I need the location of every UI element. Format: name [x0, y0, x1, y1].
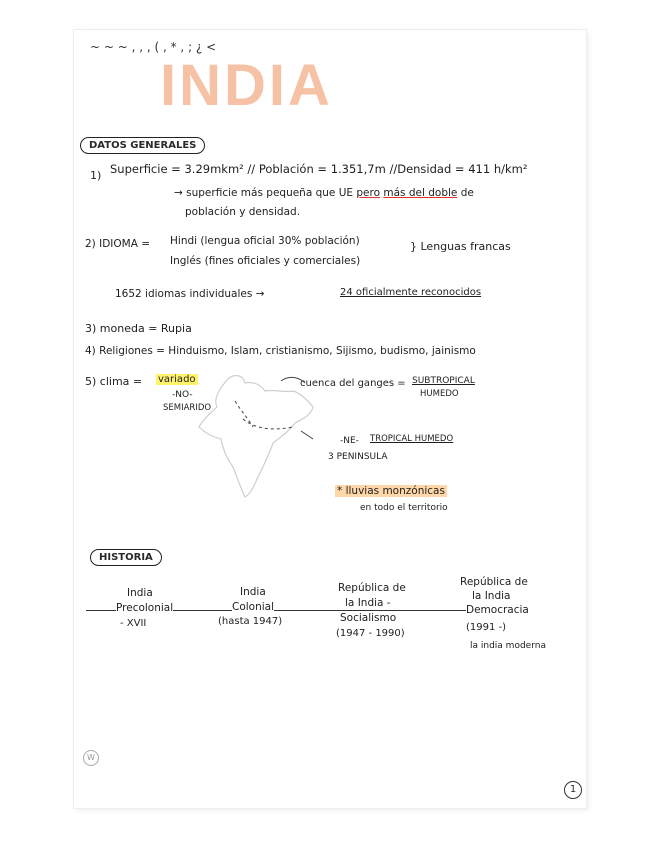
todo-territorio: en todo el territorio: [360, 503, 448, 513]
period-1-line1: India: [127, 587, 153, 599]
section-label-historia: HISTORIA: [90, 549, 162, 566]
item-2-idioma: 2) IDIOMA =: [85, 238, 151, 250]
note-mas: más del doble: [383, 187, 458, 199]
note-de: de: [460, 187, 474, 199]
semiarido-label: SEMIARIDO: [163, 403, 212, 413]
india-map-sketch: [173, 371, 343, 501]
humedo-label: HUMEDO: [420, 389, 459, 399]
item-1-number: 1): [90, 169, 102, 182]
period-4-line3: Democracia: [466, 604, 529, 616]
no-label: -NO-: [172, 390, 193, 400]
lenguas-francas: } Lenguas francas: [410, 240, 511, 253]
clima-variado: variado: [158, 374, 196, 385]
period-3-line4: (1947 - 1990): [336, 628, 405, 639]
section-label-datos-generales: DATOS GENERALES: [80, 137, 205, 154]
note-line-2: población y densidad.: [185, 206, 301, 218]
note-pero: pero: [356, 187, 381, 199]
period-2-line3: (hasta 1947): [218, 616, 283, 627]
top-scribble: ~ ~ ~ , , , ( , * , ; ¿ <: [90, 40, 217, 54]
period-3-line3: Socialismo: [340, 612, 397, 624]
tropical-label: TROPICAL HUMEDO: [370, 434, 454, 444]
period-1-line3: - XVII: [120, 618, 147, 629]
period-4-line1: República de: [460, 576, 528, 588]
idiomas-count: 1652 idiomas individuales →: [115, 288, 265, 300]
bleed-through-text: [455, 122, 458, 132]
period-3-line2: la India -: [345, 597, 391, 609]
item-3-moneda: 3) moneda = Rupia: [85, 322, 192, 335]
idioma-ingles: Inglés (fines oficiales y comerciales): [170, 255, 361, 267]
idiomas-oficiales: 24 oficialmente reconocidos: [340, 287, 482, 298]
item-5-clima: 5) clima =: [85, 375, 143, 388]
peninsula-label: 3 PENINSULA: [328, 452, 388, 462]
period-4-line4: (1991 -): [466, 622, 507, 633]
superficie-line: Superficie = 3.29mkm² // Población = 1.351,7m //Densidad = 411 h/km²: [110, 162, 528, 176]
page-title: INDIA: [160, 53, 333, 118]
superficie-note: [174, 187, 474, 199]
note-prefix: → superficie más pequeña que UE: [174, 187, 354, 199]
period-3-line1: República de: [338, 582, 406, 594]
subtropical-label: SUBTROPICAL: [412, 376, 475, 386]
period-2-line1: India: [240, 586, 266, 598]
lluvias-monzonicas: * lluvias monzónicas: [337, 485, 445, 497]
period-2-line2: Colonial: [232, 601, 275, 613]
stamp-mark: W: [83, 750, 99, 766]
period-1-line2: Precolonial: [116, 602, 174, 614]
idioma-hindi: Hindi (lengua oficial 30% población): [170, 235, 360, 247]
period-4-line5: la india moderna: [470, 641, 546, 651]
cuenca-ganges: cuenca del ganges =: [300, 378, 406, 389]
period-4-line2: la India: [472, 590, 511, 602]
page-number: 1: [564, 781, 582, 799]
item-4-religiones: 4) Religiones = Hinduismo, Islam, cristianismo, Sijismo, budismo, jainismo: [85, 345, 476, 357]
ne-label: -NE-: [340, 436, 359, 446]
